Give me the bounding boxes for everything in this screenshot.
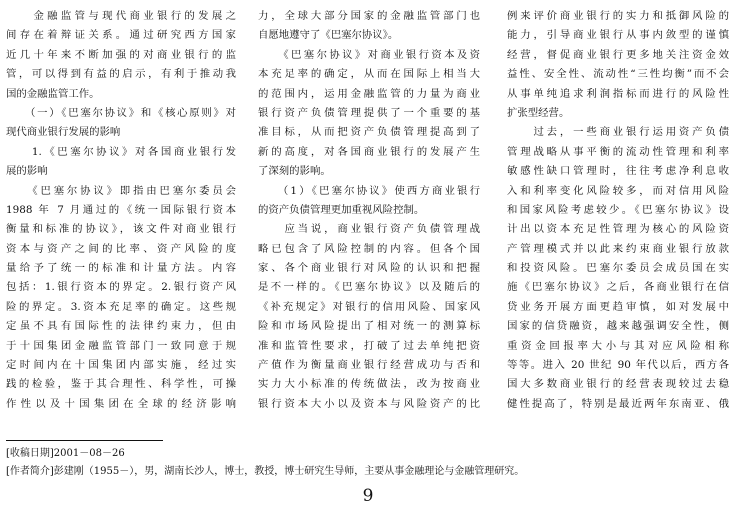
text-line: 略已包含了风险控制的内容。但各个国 xyxy=(258,242,480,255)
text-line: 量给予了统一的标准和计量方法。内容 xyxy=(6,262,236,275)
text-line: 践的检验，鉴于其合理性、科学性，可操 xyxy=(6,378,236,391)
text-line: 施《巴塞尔协议》之后，各商业银行在信 xyxy=(507,281,729,294)
text-line: 于十国集团金融监管部门一致同意于规 xyxy=(6,339,236,352)
received-date-note: [收稿日期]2001－08－26 xyxy=(6,448,125,459)
text-line: 金融监管与现代商业银行的发展之 xyxy=(6,10,236,22)
text-column-2 xyxy=(258,7,480,414)
text-line: 了深刻的影响。 xyxy=(258,165,331,178)
text-line: 经营，督促商业银行更多地关注资金效 xyxy=(507,48,729,61)
text-line: 产管理模式并以此来约束商业银行放款 xyxy=(507,242,729,255)
text-line: 《补充规定》对银行的信用风险、国家风 xyxy=(258,300,480,313)
text-line: 的范围内，运用金融监管的力量为商业 xyxy=(258,87,480,100)
text-line: 扩张型经营。 xyxy=(507,106,570,119)
text-line: 《巴塞尔协议》对商业银行资本及资 xyxy=(258,48,480,61)
text-line: 管，可以得到有益的启示，有利于推动我 xyxy=(6,68,236,81)
text-line: 益性、安全性、流动性“三性均衡”而不会 xyxy=(507,68,729,81)
text-line: 资本与资产之间的比率、资产风险的度 xyxy=(6,242,236,255)
text-line: 等等。进入 20 世纪 90 年代以后，西方各 xyxy=(507,359,729,372)
text-column-1 xyxy=(6,7,236,414)
text-line: 敏感性缺口管理时，往往考虑净利息收 xyxy=(507,165,729,178)
text-line: 重资金回报率大小与其对应风险相称 xyxy=(507,339,729,352)
text-line: 近几十年来不断加强的对商业银行的监 xyxy=(6,48,236,61)
text-line: 的资产负债管理更加重视风险控制。 xyxy=(258,203,425,216)
text-line: 入和利率变化风险较多，而对信用风险 xyxy=(507,184,729,197)
text-line: 准目标，从而把资产负债管理提高到了 xyxy=(258,126,480,139)
text-line: 银行资产负债管理提供了一个重要的基 xyxy=(258,106,480,119)
text-line: 定虽不具有国际性的法律约束力，但由 xyxy=(6,320,236,333)
text-line: （一）《巴塞尔协议》和《核心原则》对 xyxy=(6,106,236,119)
text-line: 衡量和标准的协议》，该文件对商业银行 xyxy=(6,223,236,236)
text-line: 是不一样的。《巴塞尔协议》以及随后的 xyxy=(258,281,480,294)
text-line: 产值作为衡量商业银行经营成功与否和 xyxy=(258,359,480,372)
text-line: 贷业务开展方面更趋审慎，如对发展中 xyxy=(507,300,729,313)
text-line: 展的影响 xyxy=(6,165,48,178)
text-line: 准和监管性要求，打破了过去单纯把资 xyxy=(258,339,480,352)
text-line: 健性提高了，特别是最近两年东南亚、俄 xyxy=(507,397,729,410)
text-line: 国的金融监管工作。 xyxy=(6,87,100,100)
text-line: 银行资本大小以及资本与风险资产的比 xyxy=(258,397,480,410)
text-line: 本充足率的确定，从而在国际上相当大 xyxy=(258,68,480,81)
text-line: 和投资风险。巴塞尔委员会成员国在实 xyxy=(507,262,729,275)
text-line: 《巴塞尔协议》即指由巴塞尔委员会 xyxy=(6,184,236,197)
text-line: 国大多数商业银行的经营表现较过去稳 xyxy=(507,378,729,391)
text-line: 新的高度，对各国商业银行的发展产生 xyxy=(258,145,480,158)
text-line: 家、各个商业银行对风险的认识和把握 xyxy=(258,262,480,275)
text-line: 国家的信贷融资，越来越强调安全性，侧 xyxy=(507,320,729,333)
text-line: 间存在着辩证关系。通过研究西方国家 xyxy=(6,29,236,42)
text-line: 现代商业银行发展的影响 xyxy=(6,126,121,139)
text-line: 例来评价商业银行的实力和抵御风险的 xyxy=(507,10,729,22)
footnote-divider xyxy=(6,440,163,441)
text-line: 计出以资本充足性管理为核心的风险资 xyxy=(507,223,729,236)
text-line: 和国家风险考虑较少。《巴塞尔协议》设 xyxy=(507,203,729,216)
text-line: 管理战略从事平衡的流动性管理和利率 xyxy=(507,145,729,158)
text-line: 自愿地遵守了《巴塞尔协议》。 xyxy=(258,29,399,42)
text-line: 能力，引导商业银行从事内敛型的谨慎 xyxy=(507,29,729,42)
text-line: 1.《巴塞尔协议》对各国商业银行发 xyxy=(6,145,236,158)
page-number: 9 xyxy=(362,486,374,506)
text-line: 作性以及十国集团在全球的经济影响 xyxy=(6,397,236,410)
text-line: 定时间内在十国集团内部实施，经过实 xyxy=(6,359,236,372)
text-line: （1）《巴塞尔协议》使西方商业银行 xyxy=(258,184,480,197)
text-line: 险的界定。3.资本充足率的确定。这些规 xyxy=(6,300,236,313)
text-line: 过去，一些商业银行运用资产负债 xyxy=(507,126,729,139)
text-line: 1988 年 7 月通过的《统一国际银行资本 xyxy=(6,203,236,216)
author-bio-note: [作者简介]彭建刚（1955－），男，湖南长沙人，博士，教授，博士研究生导师，主要从事金融理论与金融管理研究。 xyxy=(6,466,525,477)
text-line: 包括：1.银行资本的界定。2.银行资产风 xyxy=(6,281,236,294)
text-line: 力，全球大部分国家的金融监管部门也 xyxy=(258,10,480,22)
text-line: 险和市场风险提出了相对统一的测算标 xyxy=(258,320,480,333)
text-line: 从事单纯追求利润指标而进行的风险性 xyxy=(507,87,729,100)
text-column-3 xyxy=(507,7,729,414)
text-line: 实力大小标准的传统做法，改为按商业 xyxy=(258,378,480,391)
text-line: 应当说，商业银行资产负债管理战 xyxy=(258,223,480,236)
